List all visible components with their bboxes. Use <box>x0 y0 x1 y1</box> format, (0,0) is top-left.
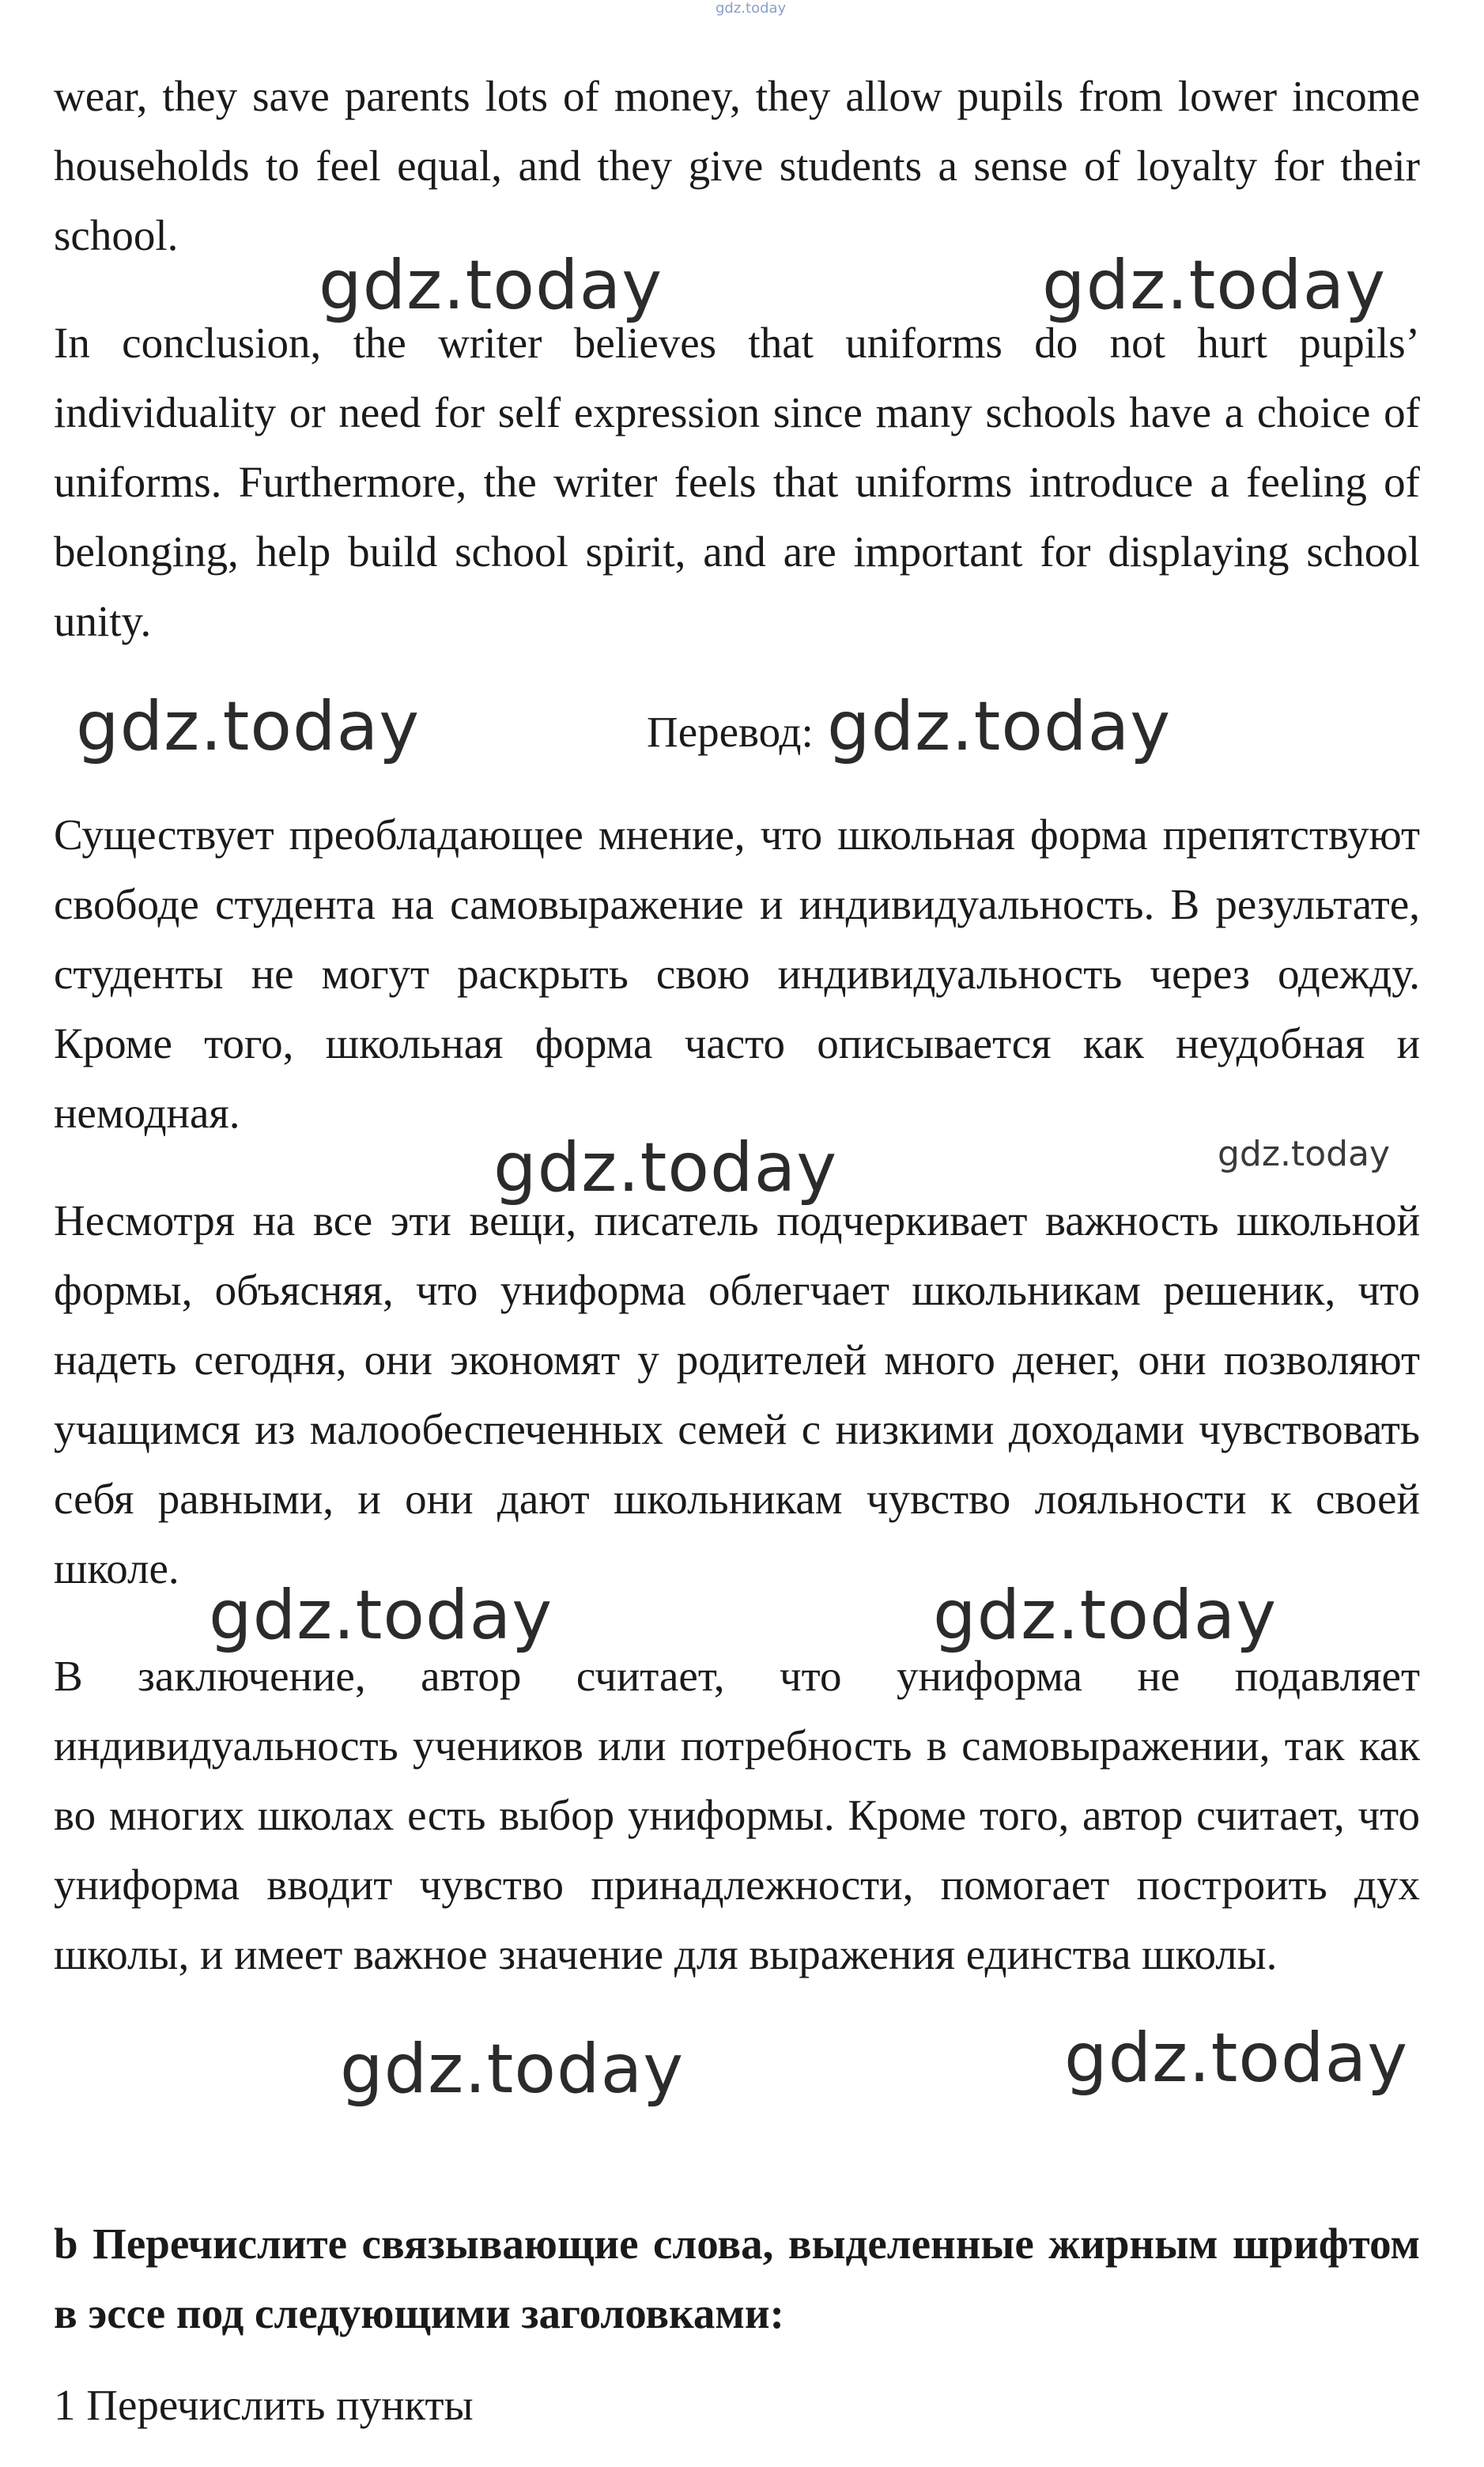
paragraph-english-1: wear, they save parents lots of money, they allow pupils from lower income households to feel equal, and they give students a sense of loyalty for their school. <box>54 72 1420 259</box>
task-heading: b Перечислите связывающие слова, выделенные жирным шрифтом в эссе под следующими заголовками: <box>54 2220 1420 2337</box>
watermark: gdz.today <box>1042 246 1387 325</box>
watermark: gdz.today <box>933 1576 1278 1655</box>
translation-label: Перевод: <box>647 708 814 756</box>
paragraph-russian-2: Несмотря на все эти вещи, писатель подчеркивает важность школьной формы, объясняя, что униформа облегчает школьникам решеник, что надеть сегодня, они экономят у родителей много денег, они позволяют учащимся из малообеспеченных семей с низкими доходами чувствовать себя равными, и они дают школьникам чувство лояльности к своей школе. <box>54 1196 1420 1592</box>
paragraph-english-conclusion: In conclusion, the writer believes that uniforms do not hurt pupils’ individuality or need for self expression since many schools have a choice of uniforms. Furthermore, the writer feels that uniforms introduce a feeling of belonging, help build school spirit, and are important for displaying school unity. <box>54 319 1420 645</box>
watermark: gdz.today <box>76 687 421 766</box>
watermark: gdz.today <box>827 687 1172 766</box>
watermark: gdz.today <box>1218 1134 1391 1174</box>
top-watermark: gdz.today <box>716 0 787 17</box>
watermark: gdz.today <box>1064 2019 1409 2098</box>
watermark: gdz.today <box>340 2030 685 2109</box>
watermark: gdz.today <box>319 246 663 325</box>
watermark: gdz.today <box>209 1576 553 1655</box>
watermark: gdz.today <box>493 1128 838 1207</box>
paragraph-russian-conclusion: В заключение, автор считает, что униформа не подавляет индивидуальность учеников или потребность в самовыражении, так как во многих школах есть выбор униформы. Кроме того, автор считает, что униформа вводит чувство принадлежности, помогает построить дух школы, и имеет важное значение для выражения единства школы. <box>54 1652 1420 1978</box>
paragraph-russian-1: Существует преобладающее мнение, что школьная форма препятствуют свободе студента на самовыражение и индивидуальность. В результате, студенты не могут раскрыть свою индивидуальность через одежду. Кроме того, школьная форма часто описывается как неудобная и немодная. <box>54 810 1420 1137</box>
list-item: 1 Перечислить пункты <box>54 2381 474 2429</box>
